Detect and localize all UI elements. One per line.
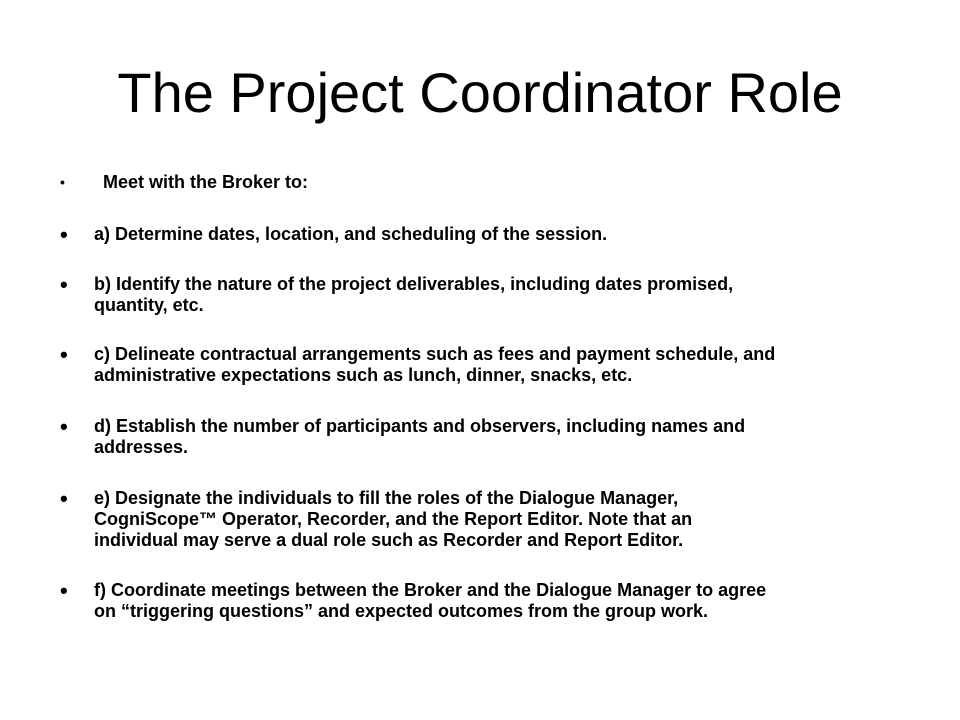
bullet-text: Meet with the Broker to: (103, 172, 309, 192)
bullet-dot-icon: • (60, 486, 68, 511)
bullet-text: b) Identify the nature of the project deliverables, including dates promised, quantity, etc. (94, 274, 734, 315)
bullet-text: f) Coordinate meetings between the Broker and the Dialogue Manager to agree on “triggering questions” and expected outcomes from the group work. (94, 580, 767, 621)
bullet-text: a) Determine dates, location, and scheduling of the session. (94, 224, 608, 244)
bullet-dot-icon: • (60, 222, 68, 247)
bullet-text: c) Delineate contractual arrangements such as fees and payment schedule, and administrative expectations such as lunch, dinner, snacks, etc. (94, 344, 776, 385)
bullet-text: e) Designate the individuals to fill the roles of the Dialogue Manager, CogniScope™ Operator, Recorder, and the Report Editor. Note that an individual may serve a dual role such as Recorder and Report Editor. (94, 488, 693, 550)
bullet-text: d) Establish the number of participants and observers, including names and addresses. (94, 416, 746, 457)
bullet-dot-icon: • (60, 174, 65, 190)
bullet-dot-icon: • (60, 342, 68, 367)
bullet-dot-icon: • (60, 578, 68, 603)
bullet-dot-icon: • (60, 414, 68, 439)
bullet-dot-icon: • (60, 272, 68, 297)
slide-title: The Project Coordinator Role (117, 61, 843, 124)
